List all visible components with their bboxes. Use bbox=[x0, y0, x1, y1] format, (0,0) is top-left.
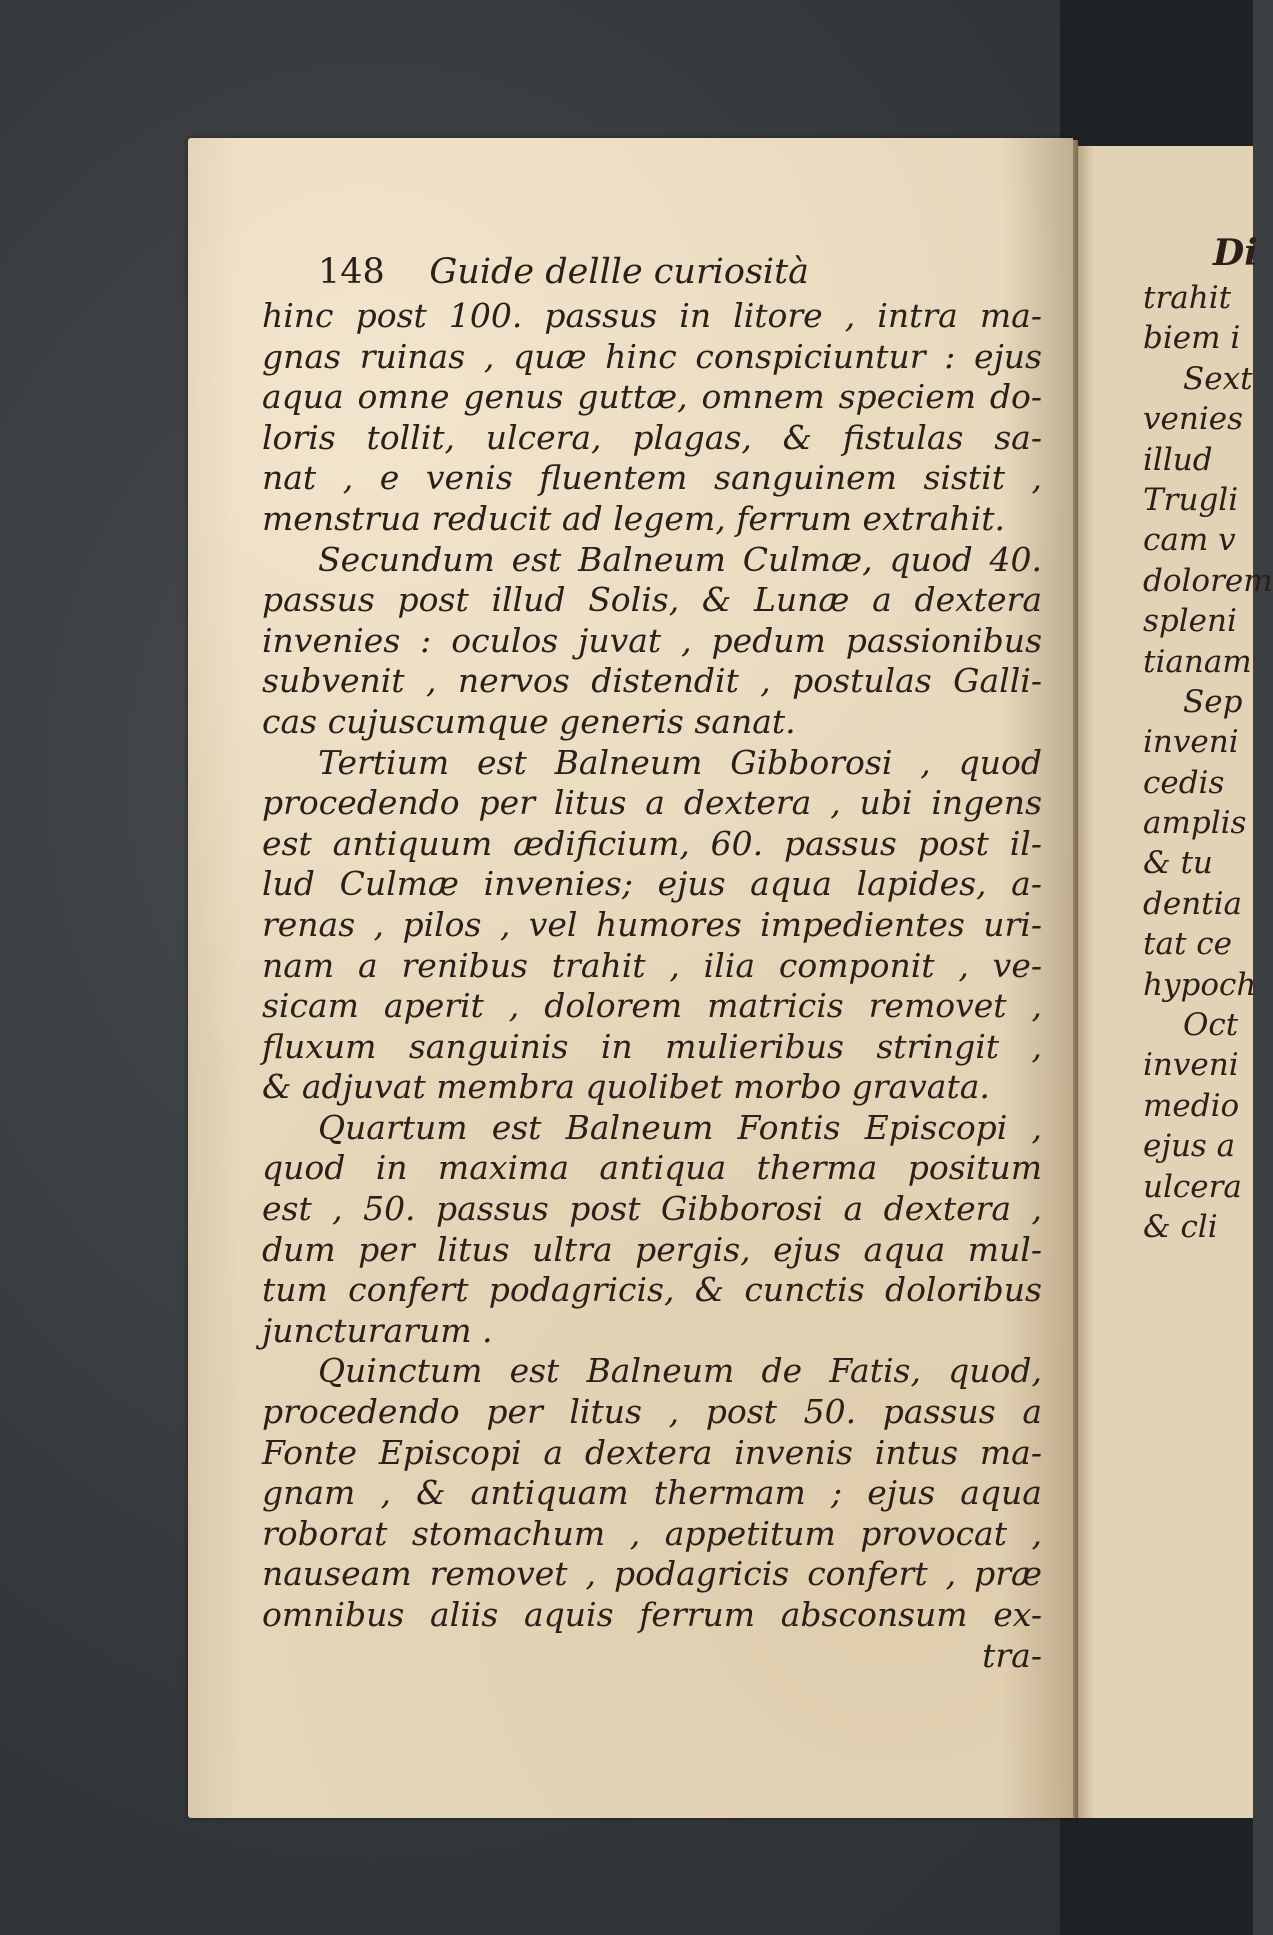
facing-text-line: Trugli bbox=[1143, 481, 1239, 518]
facing-text-line: & cli bbox=[1143, 1208, 1218, 1245]
text-line: invenies : oculos juvat , pedum passionibus bbox=[262, 620, 1042, 660]
facing-text-line: illud bbox=[1143, 441, 1213, 478]
facing-text-line: spleni bbox=[1143, 603, 1237, 640]
text-line: gnam , & antiquam thermam ; ejus aqua bbox=[262, 1473, 1042, 1513]
text-line: cas cujuscumque generis sanat. bbox=[262, 701, 796, 741]
facing-text-line: Sep bbox=[1183, 683, 1243, 720]
text-line: aqua omne genus guttæ, omnem speciem do- bbox=[262, 377, 1042, 417]
page-body-text bbox=[262, 296, 1042, 1676]
text-line: est , 50. passus post Gibborosi a dextera , bbox=[262, 1189, 1042, 1229]
page-number: 148 bbox=[318, 252, 385, 292]
text-line: fluxum sanguinis in mulieribus stringit , bbox=[262, 1026, 1042, 1066]
text-line: Fonte Episcopi a dextera invenis intus ma- bbox=[262, 1432, 1042, 1472]
facing-text-line: ulcera bbox=[1143, 1168, 1242, 1205]
facing-text-line: tianam bbox=[1143, 643, 1252, 680]
text-line: quod in maxima antiqua therma positum bbox=[262, 1148, 1042, 1188]
text-line: procedendo per litus , post 50. passus a bbox=[262, 1392, 1042, 1432]
text-line: passus post illud Solis, & Lunæ a dextera bbox=[262, 580, 1042, 620]
facing-text-line: cam v bbox=[1143, 522, 1236, 559]
text-line: subvenit , nervos distendit , postulas Galli- bbox=[262, 661, 1042, 701]
facing-text-line: dentia bbox=[1143, 885, 1243, 922]
facing-text-line: inveni bbox=[1143, 1047, 1239, 1084]
facing-page-text bbox=[1143, 228, 1273, 1247]
facing-text-line: Di bbox=[1213, 232, 1258, 274]
facing-text-line: cedis bbox=[1143, 764, 1225, 801]
text-line: lud Culmæ invenies; ejus aqua lapides, a- bbox=[262, 864, 1042, 904]
facing-text-line: venies bbox=[1143, 401, 1243, 438]
text-line: hinc post 100. passus in litore , intra ma- bbox=[262, 296, 1042, 335]
facing-text-line: trahit bbox=[1143, 280, 1232, 316]
text-line: juncturarum . bbox=[262, 1310, 493, 1350]
facing-text-line: ejus a bbox=[1143, 1128, 1236, 1165]
text-line: renas , pilos , vel humores impedientes uri- bbox=[262, 904, 1042, 944]
text-line: roborat stomachum , appetitum provocat , bbox=[262, 1513, 1042, 1553]
text-line: & adjuvat membra quolibet morbo gravata. bbox=[262, 1067, 990, 1107]
text-line: nauseam removet , podagricis confert , præ bbox=[262, 1554, 1042, 1594]
facing-text-line: tat ce bbox=[1143, 926, 1232, 963]
text-line: sicam aperit , dolorem matricis removet , bbox=[262, 986, 1042, 1026]
facing-text-line: dolorem bbox=[1143, 562, 1273, 599]
facing-text-line: & tu bbox=[1143, 845, 1213, 882]
text-line: nat , e venis fluentem sanguinem sistit , bbox=[262, 458, 1042, 498]
facing-text-line: Oct bbox=[1183, 1007, 1239, 1044]
text-line: tra- bbox=[982, 1635, 1042, 1675]
text-line: omnibus aliis aquis ferrum absconsum ex- bbox=[262, 1595, 1042, 1634]
text-line: dum per litus ultra pergis, ejus aqua mul- bbox=[262, 1229, 1042, 1269]
text-line: tum confert podagricis, & cunctis doloribus bbox=[262, 1270, 1042, 1310]
text-line: procedendo per litus a dextera , ubi ingens bbox=[262, 783, 1042, 823]
text-line: Tertium est Balneum Gibborosi , quod bbox=[318, 742, 1042, 782]
text-line: Quinctum est Balneum de Fatis, quod, bbox=[318, 1351, 1042, 1391]
running-title: Guide dellle curiosità bbox=[429, 252, 810, 292]
text-line: gnas ruinas , quæ hinc conspiciuntur : ejus bbox=[262, 336, 1042, 376]
text-line: est antiquum ædificium, 60. passus post il- bbox=[262, 823, 1042, 863]
text-line: nam a renibus trahit , ilia componit , ve- bbox=[262, 945, 1042, 985]
text-line: Secundum est Balneum Culmæ, quod 40. bbox=[318, 539, 1042, 579]
facing-text-line: medio bbox=[1143, 1087, 1240, 1124]
facing-text-line: inveni bbox=[1143, 724, 1239, 761]
running-header bbox=[318, 248, 878, 296]
facing-text-line: hypoch bbox=[1143, 966, 1257, 1003]
facing-text-line: Sext bbox=[1183, 360, 1253, 397]
text-line: menstrua reducit ad legem, ferrum extrahit. bbox=[262, 498, 1005, 538]
facing-text-line: biem i bbox=[1143, 320, 1241, 357]
text-line: loris tollit, ulcera, plagas, & fistulas sa- bbox=[262, 417, 1042, 457]
facing-text-line: amplis bbox=[1143, 805, 1247, 842]
text-line: Quartum est Balneum Fontis Episcopi , bbox=[318, 1107, 1042, 1147]
